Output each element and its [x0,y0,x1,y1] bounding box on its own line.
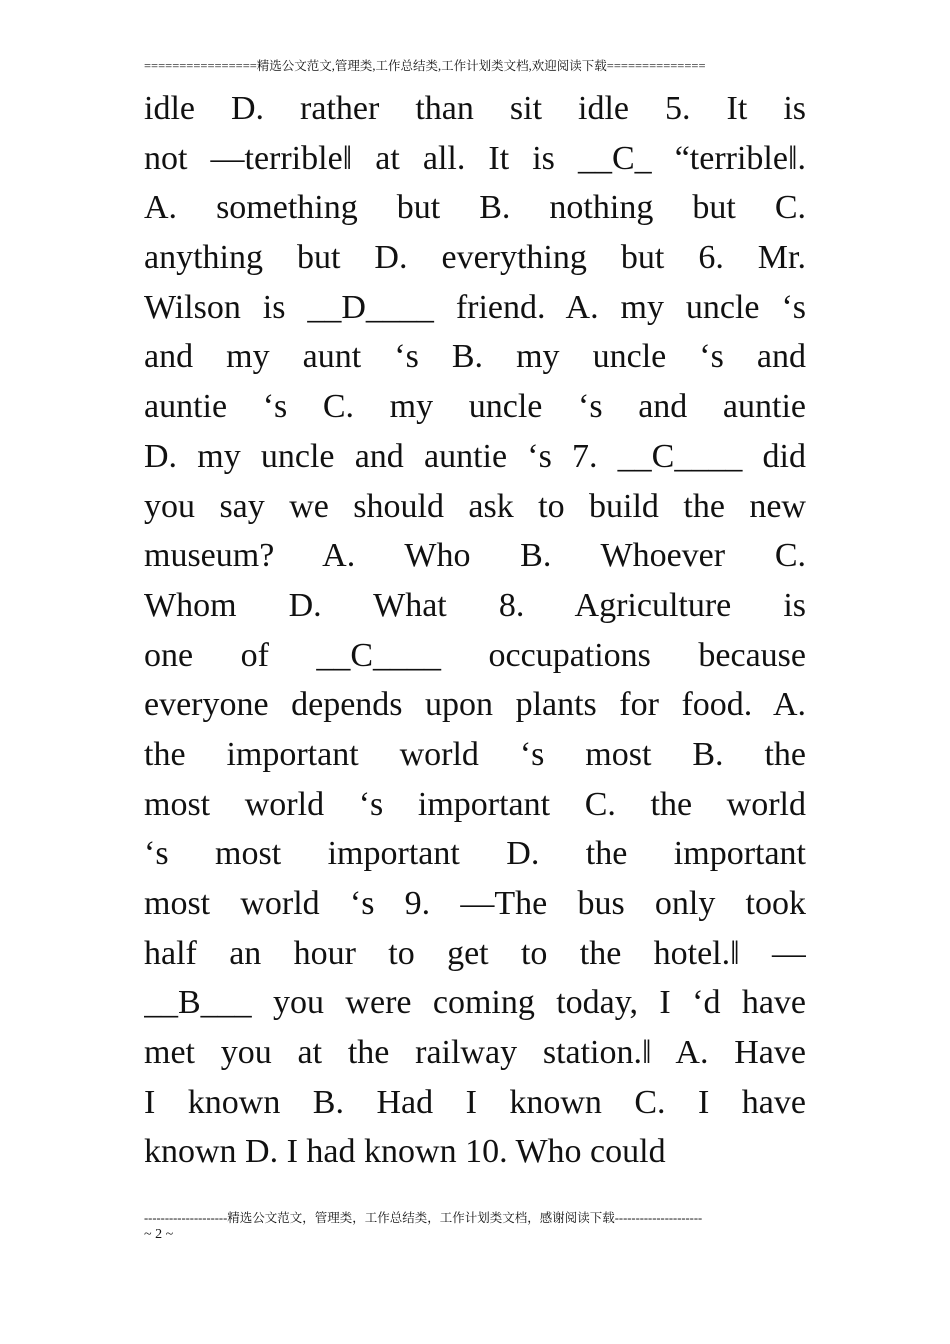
text-line: idle D. rather than sit idle 5. It is [144,90,806,127]
text-line: met you at the railway station.‖ A. Have [144,1034,806,1072]
text-line: auntie ‘s C. my uncle ‘s and auntie [144,388,806,426]
page-number: ~ 2 ~ [144,1227,174,1242]
text-line: and my aunt ‘s B. my uncle ‘s and [144,338,806,376]
text-line: the important world ‘s most B. the [144,735,806,773]
text-line: ‘s most important D. the important [144,835,806,873]
text-line: one of __C____ occupations because [144,636,806,674]
text-line: __B___ you were coming today, I ‘d have [144,984,806,1022]
text-line: you say we should ask to build the new [144,487,806,525]
text-line: anything but D. everything but 6. Mr. [144,239,806,277]
text-line: I known B. Had I known C. I have [144,1083,806,1121]
document-body [144,84,806,1177]
text-line: Wilson is __D____ friend. A. my uncle ‘s [144,288,806,326]
page-footer: --------------------精选公文范文，管理类，工作总结类，工作计划类文档，感谢阅读下载--------------------- [144,1211,703,1225]
page-header: ================精选公文范文,管理类,工作总结类,工作计划类文档,欢迎阅读下载============== [144,59,706,73]
text-line: not ―terrible‖ at all. It is __C_ “terrible‖. [144,139,806,177]
text-line: museum? A. Who B. Whoever C. [144,537,806,575]
text-line: known D. I had known 10. Who could [144,1133,666,1171]
text-line: most world ‘s 9. ―The bus only took [144,885,806,922]
text-line: Whom D. What 8. Agriculture is [144,586,806,624]
text-line: A. something but B. nothing but C. [144,189,806,227]
text-line: D. my uncle and auntie ‘s 7. __C____ did [144,437,806,475]
text-line: everyone depends upon plants for food. A. [144,686,806,724]
text-line: most world ‘s important C. the world [144,785,806,823]
text-line: half an hour to get to the hotel.‖ ― [144,934,806,972]
